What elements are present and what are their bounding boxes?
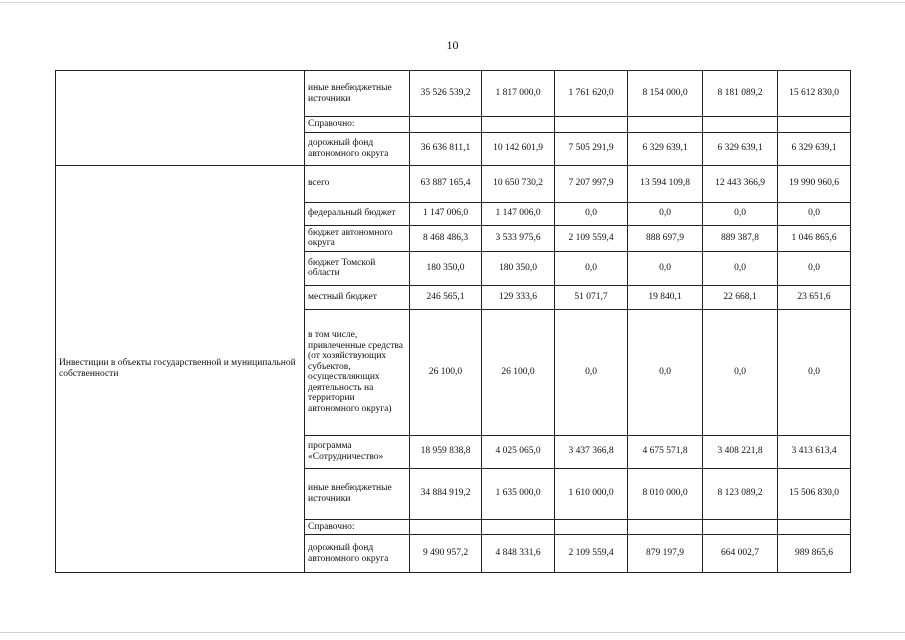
budget-table — [55, 70, 851, 573]
value-cell: 0,0 — [778, 309, 851, 435]
row-label: всего — [305, 165, 410, 202]
value-cell: 6 329 639,1 — [628, 132, 703, 165]
table-row — [56, 71, 851, 117]
value-cell: 3 437 366,8 — [555, 435, 628, 468]
row-label: бюджет автономного округа — [305, 225, 410, 251]
value-cell: 180 350,0 — [410, 251, 482, 285]
value-cell: 0,0 — [555, 251, 628, 285]
value-cell: 0,0 — [703, 202, 778, 225]
value-cell — [410, 117, 482, 133]
row-label: дорожный фонд автономного округа — [305, 132, 410, 165]
value-cell: 26 100,0 — [410, 309, 482, 435]
value-cell: 3 408 221,8 — [703, 435, 778, 468]
row-label: Справочно: — [305, 519, 410, 535]
value-cell — [555, 519, 628, 535]
value-cell: 1 761 620,0 — [555, 71, 628, 117]
value-cell: 0,0 — [703, 251, 778, 285]
value-cell: 63 887 165,4 — [410, 165, 482, 202]
value-cell: 1 610 000,0 — [555, 468, 628, 519]
value-cell: 6 329 639,1 — [703, 132, 778, 165]
value-cell: 8 181 089,2 — [703, 71, 778, 117]
value-cell — [778, 117, 851, 133]
value-cell: 4 848 331,6 — [482, 535, 555, 573]
value-cell: 989 865,6 — [778, 535, 851, 573]
value-cell: 2 109 559,4 — [555, 225, 628, 251]
value-cell — [703, 117, 778, 133]
value-cell: 26 100,0 — [482, 309, 555, 435]
row-label: иные внебюджетные источники — [305, 468, 410, 519]
page-number: 10 — [446, 38, 459, 52]
value-cell: 0,0 — [555, 202, 628, 225]
row-label: местный бюджет — [305, 285, 410, 309]
value-cell: 8 154 000,0 — [628, 71, 703, 117]
value-cell: 15 612 830,0 — [778, 71, 851, 117]
value-cell: 0,0 — [778, 251, 851, 285]
value-cell — [482, 117, 555, 133]
value-cell: 19 990 960,6 — [778, 165, 851, 202]
row-label: программа «Сотрудничество» — [305, 435, 410, 468]
value-cell: 18 959 838,8 — [410, 435, 482, 468]
value-cell: 0,0 — [555, 309, 628, 435]
value-cell: 1 635 000,0 — [482, 468, 555, 519]
value-cell: 889 387,8 — [703, 225, 778, 251]
value-cell: 12 443 366,9 — [703, 165, 778, 202]
value-cell: 34 884 919,2 — [410, 468, 482, 519]
value-cell: 180 350,0 — [482, 251, 555, 285]
table-row — [56, 165, 851, 202]
value-cell: 19 840,1 — [628, 285, 703, 309]
section-cell-empty — [56, 71, 305, 166]
section-title: Инвестиции в объекты государственной и муниципальной собственности — [56, 165, 305, 573]
value-cell: 888 697,9 — [628, 225, 703, 251]
value-cell — [555, 117, 628, 133]
value-cell: 6 329 639,1 — [778, 132, 851, 165]
value-cell — [703, 519, 778, 535]
value-cell — [778, 519, 851, 535]
value-cell — [482, 519, 555, 535]
value-cell: 246 565,1 — [410, 285, 482, 309]
value-cell: 3 533 975,6 — [482, 225, 555, 251]
value-cell — [628, 117, 703, 133]
value-cell: 4 675 571,8 — [628, 435, 703, 468]
scan-edge-bottom — [0, 632, 905, 633]
value-cell: 15 506 830,0 — [778, 468, 851, 519]
value-cell: 0,0 — [703, 309, 778, 435]
budget-table-body — [56, 71, 851, 573]
scan-edge-top — [0, 2, 905, 3]
value-cell — [410, 519, 482, 535]
row-label: в том числе, привлеченные средства (от хозяйствующих субъектов, осуществляющих деятельность на территории автономного округа) — [305, 309, 410, 435]
row-label: Справочно: — [305, 117, 410, 133]
value-cell: 13 594 109,8 — [628, 165, 703, 202]
value-cell: 7 505 291,9 — [555, 132, 628, 165]
value-cell: 8 010 000,0 — [628, 468, 703, 519]
value-cell: 10 142 601,9 — [482, 132, 555, 165]
row-label: дорожный фонд автономного округа — [305, 535, 410, 573]
value-cell: 129 333,6 — [482, 285, 555, 309]
value-cell: 0,0 — [628, 251, 703, 285]
value-cell: 23 651,6 — [778, 285, 851, 309]
row-label: бюджет Томской области — [305, 251, 410, 285]
value-cell: 51 071,7 — [555, 285, 628, 309]
value-cell: 1 147 006,0 — [482, 202, 555, 225]
value-cell: 8 468 486,3 — [410, 225, 482, 251]
value-cell — [628, 519, 703, 535]
value-cell: 1 046 865,6 — [778, 225, 851, 251]
value-cell: 0,0 — [628, 309, 703, 435]
value-cell: 9 490 957,2 — [410, 535, 482, 573]
value-cell: 1 147 006,0 — [410, 202, 482, 225]
value-cell: 8 123 089,2 — [703, 468, 778, 519]
value-cell: 36 636 811,1 — [410, 132, 482, 165]
value-cell: 10 650 730,2 — [482, 165, 555, 202]
row-label: федеральный бюджет — [305, 202, 410, 225]
value-cell: 7 207 997,9 — [555, 165, 628, 202]
value-cell: 2 109 559,4 — [555, 535, 628, 573]
value-cell: 0,0 — [778, 202, 851, 225]
row-label: иные внебюджетные источники — [305, 71, 410, 117]
value-cell: 0,0 — [628, 202, 703, 225]
value-cell: 22 668,1 — [703, 285, 778, 309]
value-cell: 4 025 065,0 — [482, 435, 555, 468]
value-cell: 1 817 000,0 — [482, 71, 555, 117]
value-cell: 3 413 613,4 — [778, 435, 851, 468]
value-cell: 664 002,7 — [703, 535, 778, 573]
value-cell: 879 197,9 — [628, 535, 703, 573]
value-cell: 35 526 539,2 — [410, 71, 482, 117]
